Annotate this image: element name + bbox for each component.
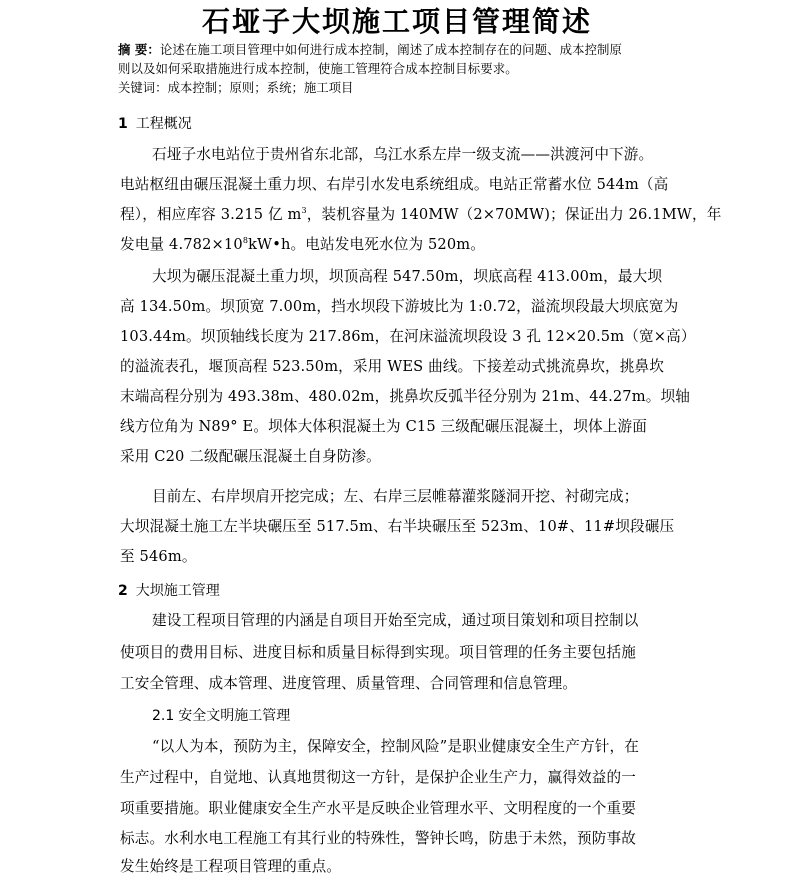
s1-p1-line-3-sup: 3: [301, 206, 307, 215]
s1-p1-line-2: 电站枢纽由碾压混凝土重力坝、右岸引水发电系统组成。电站正常蓄水位 544m（高: [120, 176, 669, 193]
s1-p1-line-4: [120, 234, 485, 256]
subsection-2-1-number: 2.1: [152, 708, 175, 724]
s1-p1-line-3: [120, 204, 721, 226]
s2-1-p1-line-4: 标志。水利水电工程施工有其行业的特殊性，警钟长鸣，防患于未然，预防事故: [120, 830, 637, 847]
abstract-line-1: [118, 40, 678, 59]
s1-p1-line-4-sup: 8: [242, 236, 249, 245]
s1-p3-line-3: 至 546m。: [120, 548, 197, 565]
section-2-title: 大坝施工管理: [135, 583, 220, 599]
keywords: [118, 78, 353, 97]
s1-p3-line-2: 大坝混凝土施工左半块碾压至 517.5m、右半块碾压至 523m、10#、11#坝段碾压: [120, 518, 675, 535]
abstract-line-2: 则以及如何采取措施进行成本控制，使施工管理符合成本控制目标要求。: [118, 61, 518, 76]
s1-p3-line-1: 目前左、右岸坝肩开挖完成；左、右岸三层帷幕灌浆隧洞开挖、衬砌完成；: [152, 488, 639, 505]
subsection-2-1-title: 安全文明施工管理: [178, 708, 291, 724]
page-title: 石垭子大坝施工项目管理简述: [201, 5, 592, 38]
s1-p2-line-5: 末端高程分别为 493.38m、480.02m，挑鼻坎反弧半径分别为 21m、44.27m。坝轴: [120, 388, 690, 405]
s1-p2-line-1: 大坝为碾压混凝土重力坝，坝顶高程 547.50m，坝底高程 413.00m，最大坝: [152, 268, 663, 285]
abstract: [118, 40, 678, 78]
s2-p1-line-2: 使项目的费用目标、进度目标和质量目标得到实现。项目管理的任务主要包括施: [120, 644, 637, 661]
keywords-label: 关键词：: [118, 80, 168, 95]
s2-1-p1-line-5: 发生始终是工程项目管理的重点。: [120, 858, 342, 875]
s2-1-p1-line-3: 项重要措施。职业健康安全生产水平是反映企业管理水平、文明程度的一个重要: [120, 800, 637, 817]
s1-p2-line-4: 的溢流表孔，堰顶高程 523.50m，采用 WES 曲线。下接差动式挑流鼻坎，挑鼻坎: [120, 358, 664, 375]
s2-p1-line-3: 工安全管理、成本管理、进度管理、质量管理、合同管理和信息管理。: [120, 675, 578, 692]
s2-p1-line-1: 建设工程项目管理的内涵是自项目开始至完成，通过项目策划和项目控制以: [152, 612, 639, 629]
section-1-heading: [118, 114, 192, 134]
s1-p1-line-4a: 发电量 4.782×10: [120, 236, 243, 253]
s1-p1-line-3a: 程），相应库容 3.215 亿 m: [120, 206, 302, 223]
s2-1-p1-line-2: 生产过程中，自觉地、认真地贯彻这一方针，是保护企业生产力，赢得效益的一: [120, 769, 637, 786]
keywords-text: 成本控制；原则；系统；施工项目: [167, 80, 354, 95]
section-2-heading: [118, 581, 220, 601]
s1-p2-line-3: 103.44m。坝顶轴线长度为 217.86m，在河床溢流坝段设 3 孔 12×20.5m（宽×高）: [120, 328, 696, 345]
abstract-text-1: 论述在施工项目管理中如何进行成本控制，阐述了成本控制存在的问题、成本控制原: [159, 42, 623, 57]
section-1-number: 1: [118, 116, 128, 132]
s1-p1-line-4b: kW•h。电站发电死水位为 520m。: [248, 236, 486, 253]
s1-p2-line-7: 采用 C20 二级配碾压混凝土自身防渗。: [120, 448, 381, 465]
s2-1-p1-line-1: “以人为本，预防为主，保障安全，控制风险”是职业健康安全生产方针，在: [152, 738, 640, 755]
section-1-title: 工程概况: [135, 116, 192, 132]
subsection-2-1-heading: [152, 706, 290, 726]
s1-p1-line-3b: ，装机容量为 140MW（2×70MW)；保证出力 26.1MW，年: [306, 206, 722, 223]
s1-p1-line-1: 石垭子水电站位于贵州省东北部，乌江水系左岸一级支流——洪渡河中下游。: [152, 146, 654, 163]
section-2-number: 2: [118, 583, 128, 599]
s1-p2-line-2: 高 134.50m。坝顶宽 7.00m，挡水坝段下游坡比为 1:0.72，溢流坝段最大坝底宽为: [120, 298, 679, 315]
abstract-label: 摘 要：: [118, 42, 160, 57]
s1-p2-line-6: 线方位角为 N89° E。坝体大体积混凝土为 C15 三级配碾压混凝土，坝体上游面: [120, 418, 647, 435]
